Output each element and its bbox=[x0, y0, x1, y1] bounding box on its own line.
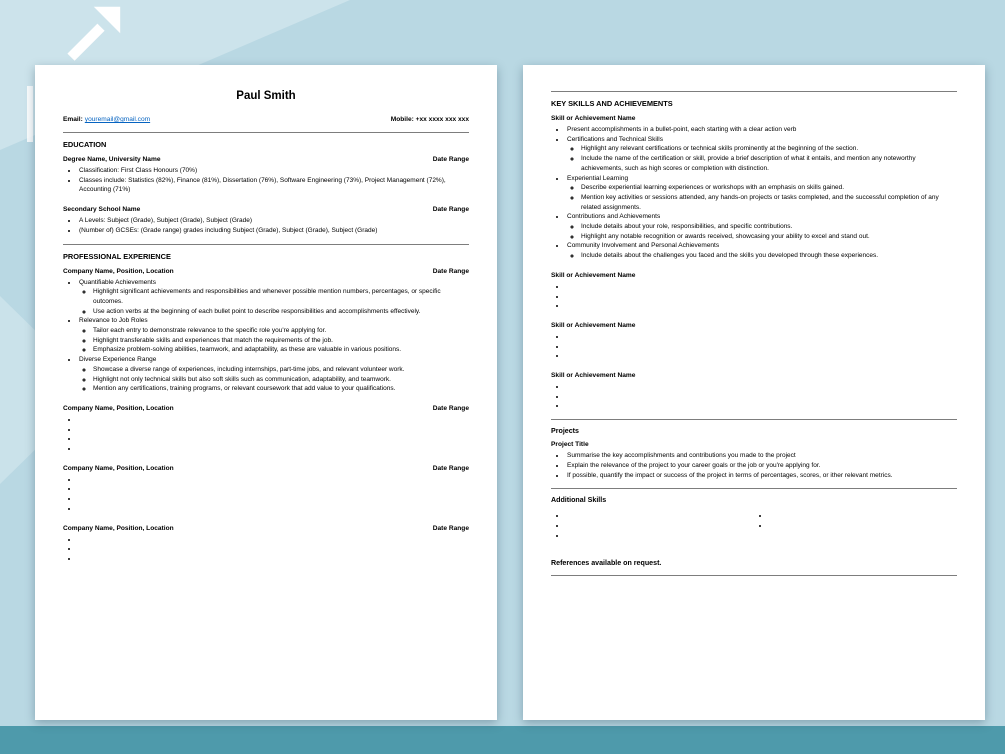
divider bbox=[63, 132, 469, 133]
entry-date-range: Date Range bbox=[432, 206, 469, 214]
bullet-item bbox=[78, 504, 469, 514]
divider bbox=[551, 575, 957, 576]
bullet-item: • Explain the relevance of the project to your career goals or the job or you're applying for. bbox=[566, 461, 957, 471]
bullet-item bbox=[566, 301, 957, 311]
sub-bullet-list bbox=[567, 144, 957, 173]
bullet-item: • Contributions and Achievements ◦ Include details about your role, responsibilities, and specific contributions. ◦ Highlight any notable recognition or awards received, showcasing your ability to excel and stand out. bbox=[566, 212, 957, 241]
entry-title: Degree Name, University Name bbox=[63, 156, 161, 163]
key-skills-heading: KEY SKILLS AND ACHIEVEMENTS bbox=[551, 99, 673, 108]
entry-header bbox=[551, 321, 957, 330]
divider bbox=[551, 91, 957, 92]
sub-bullet-list bbox=[567, 222, 957, 241]
projects-heading: Projects bbox=[551, 427, 579, 436]
references-line: References available on request. bbox=[551, 559, 662, 568]
experience-entries bbox=[63, 267, 469, 564]
email-line bbox=[63, 115, 150, 124]
bullet-item bbox=[78, 444, 469, 454]
sub-bullet-item: ◦ Highlight any relevant certifications or technical skills prominently at the beginning of the section. bbox=[581, 144, 957, 154]
additional-skills-column bbox=[551, 509, 754, 542]
bullet-item bbox=[566, 342, 957, 352]
bullet-item bbox=[566, 282, 957, 292]
bullet-item bbox=[78, 494, 469, 504]
resume-entry bbox=[63, 155, 469, 195]
entry-title: Project Title bbox=[551, 441, 589, 449]
bullet-item: • If possible, quantify the impact or success of the project in terms of percentages, scores, or ither relevant metrics. bbox=[566, 471, 957, 481]
sub-bullet-item: ◦ Mention any certifications, training programs, or relevant coursework that add value to your qualifications. bbox=[93, 384, 469, 394]
bullet-item bbox=[566, 392, 957, 402]
resume-name: Paul Smith bbox=[236, 90, 296, 102]
bullet-item bbox=[566, 292, 957, 302]
bullet-list bbox=[63, 535, 469, 564]
entry-date-range: Date Range bbox=[432, 404, 469, 412]
sub-bullet-item: ◦ Mention key activities or sessions attended, any hands-on projects or tasks completed, and the successful completion of any related assignments. bbox=[581, 193, 957, 212]
entry-header bbox=[63, 205, 469, 214]
entry-header bbox=[551, 114, 957, 123]
entry-title: Company Name, Position, Location bbox=[63, 464, 174, 472]
bullet-list bbox=[63, 278, 469, 394]
sub-bullet-item: ◦ Tailor each entry to demonstrate relevance to the specific role you're applying for. bbox=[93, 326, 469, 336]
sub-bullet-item: ◦ Include details about the challenges you faced and the skills you developed through these experiences. bbox=[581, 251, 957, 261]
resume-page-1 bbox=[35, 65, 497, 720]
bullet-list bbox=[63, 216, 469, 235]
entry-date-range: Date Range bbox=[432, 267, 469, 275]
sub-bullet-item: ◦ Include details about your role, responsibilities, and specific contributions. bbox=[581, 222, 957, 232]
additional-skills-heading: Additional Skills bbox=[551, 496, 607, 505]
entry-title: Company Name, Position, Location bbox=[63, 404, 174, 412]
bullet-item: • Experiential Learning ◦ Describe experiential learning experiences or workshops with an emphasis on skills gained. ◦ Mention key activities or sessions attended, any hands-on projects or tasks completed, and the successful completion of any related assignments. bbox=[566, 174, 957, 213]
growth-arrow-icon bbox=[64, 2, 126, 67]
bullet-item: • Relevance to Job Roles ◦ Tailor each entry to demonstrate relevance to the specific role you're applying for. ◦ Highlight transferable skills and experiences that match the requirements of the job. ◦ Emphasize problem-solving abilities, teamwork, and adaptability, as these are valuable in various positions. bbox=[78, 316, 469, 355]
bullet-item bbox=[78, 484, 469, 494]
divider bbox=[551, 488, 957, 489]
entry-header bbox=[551, 440, 957, 449]
entry-header bbox=[63, 404, 469, 413]
resume-entry bbox=[63, 524, 469, 564]
entry-title: Skill or Achievement Name bbox=[551, 271, 636, 279]
bullet-item bbox=[566, 511, 754, 521]
bullet-item: • Diverse Experience Range ◦ Showcase a diverse range of experiences, including internships, part-time jobs, and relevant volunteer work. ◦ Highlight not only technical skills but also soft skills such as communication, adaptability, and teamwork. ◦ Mention any certifications, training programs, or relevant coursework that add value to your qualifications. bbox=[78, 355, 469, 394]
bullet-item: • Classes include: Statistics (82%), Finance (81%), Dissertation (76%), Software Engineering (73%), Project Management (72%), Accounting (71%) bbox=[78, 176, 469, 195]
bullet-item bbox=[78, 535, 469, 545]
entry-header bbox=[63, 524, 469, 533]
entry-title: Secondary School Name bbox=[63, 206, 141, 214]
sub-bullet-item: ◦ Highlight significant achievements and responsibilities and whenever possible mention numbers, percentages, or specific outcomes. bbox=[93, 287, 469, 306]
entry-date-range: Date Range bbox=[432, 524, 469, 532]
mobile-line: Mobile: +xx xxxx xxx xxx bbox=[390, 116, 469, 123]
additional-skills-columns bbox=[551, 509, 957, 542]
sub-bullet-item: ◦ Highlight not only technical skills but also soft skills such as communication, adaptability, and teamwork. bbox=[93, 375, 469, 385]
sub-bullet-item: ◦ Highlight any notable recognition or awards received, showcasing your ability to excel and stand out. bbox=[581, 232, 957, 242]
bullet-list bbox=[551, 382, 957, 411]
sub-bullet-item: ◦ Emphasize problem-solving abilities, teamwork, and adaptability, as these are valuable in various positions. bbox=[93, 345, 469, 355]
bullet-list bbox=[63, 475, 469, 514]
contact-row bbox=[63, 115, 469, 124]
bullet-item bbox=[78, 544, 469, 554]
bullet-item: • (Number of) GCSEs: (Grade range) grades including Subject (Grade), Subject (Grade), Subject (Grade) bbox=[78, 226, 469, 236]
entry-header bbox=[63, 464, 469, 473]
education-entries bbox=[63, 155, 469, 236]
bullet-item bbox=[78, 425, 469, 435]
sub-bullet-list bbox=[79, 365, 469, 394]
bullet-list bbox=[551, 332, 957, 361]
resume-entry bbox=[63, 267, 469, 394]
background-accent-bar bbox=[27, 86, 33, 142]
bullet-list bbox=[63, 166, 469, 195]
bullet-list bbox=[551, 511, 754, 540]
bullet-item: • Quantifiable Achievements ◦ Highlight significant achievements and responsibilities and whenever possible mention numbers, percentages, or specific outcomes. ◦ Use action verbs at the beginning of each bullet point to describe responsibilities and accomplishments effectively. bbox=[78, 278, 469, 317]
bullet-item bbox=[78, 434, 469, 444]
bullet-list bbox=[551, 451, 957, 480]
entry-title: Company Name, Position, Location bbox=[63, 524, 174, 532]
resume-entry bbox=[551, 440, 957, 480]
bullet-item: • Present accomplishments in a bullet-point, each starting with a clear action verb bbox=[566, 125, 957, 135]
sub-bullet-list bbox=[79, 287, 469, 316]
education-heading: EDUCATION bbox=[63, 140, 107, 149]
bullet-item bbox=[78, 554, 469, 564]
bullet-list bbox=[551, 282, 957, 311]
sub-bullet-list bbox=[567, 183, 957, 212]
bullet-item bbox=[566, 351, 957, 361]
entry-header bbox=[551, 271, 957, 280]
bullet-list bbox=[551, 125, 957, 261]
resume-page-2 bbox=[523, 65, 985, 720]
bullet-list bbox=[63, 415, 469, 454]
bullet-item: • Community Involvement and Personal Achievements ◦ Include details about the challenges you faced and the skills you developed through these experiences. bbox=[566, 241, 957, 260]
email-label: Email: bbox=[63, 116, 83, 123]
entry-date-range: Date Range bbox=[432, 156, 469, 163]
bullet-item bbox=[566, 521, 754, 531]
bullet-item bbox=[566, 531, 754, 541]
experience-heading: PROFESSIONAL EXPERIENCE bbox=[63, 251, 171, 261]
resume-entry bbox=[551, 321, 957, 361]
sub-bullet-item: ◦ Showcase a diverse range of experiences, including internships, part-time jobs, and relevant volunteer work. bbox=[93, 365, 469, 375]
resume-entry bbox=[551, 271, 957, 311]
bullet-item: • Summarise the key accomplishments and contributions you made to the project bbox=[566, 451, 957, 461]
sub-bullet-list bbox=[567, 251, 957, 261]
sub-bullet-item: ◦ Highlight transferable skills and experiences that match the requirements of the job. bbox=[93, 336, 469, 346]
bullet-item bbox=[566, 382, 957, 392]
entry-header bbox=[551, 371, 957, 380]
sub-bullet-list bbox=[79, 326, 469, 355]
email-link[interactable]: youremail@gmail.com bbox=[84, 116, 151, 123]
resume-entry bbox=[63, 205, 469, 235]
bullet-item bbox=[769, 521, 957, 531]
projects-entries bbox=[551, 440, 957, 480]
bullet-item: • Classification: First Class Honours (70%) bbox=[78, 166, 469, 176]
skills-blocks bbox=[551, 114, 957, 411]
bullet-item bbox=[566, 401, 957, 411]
entry-title: Skill or Achievement Name bbox=[551, 321, 636, 329]
entry-title: Company Name, Position, Location bbox=[63, 267, 174, 275]
resume-entry bbox=[63, 404, 469, 454]
bullet-item bbox=[566, 332, 957, 342]
divider bbox=[551, 419, 957, 420]
entry-title: Skill or Achievement Name bbox=[551, 115, 636, 122]
additional-skills-column bbox=[754, 509, 957, 542]
bullet-list bbox=[754, 511, 957, 530]
sub-bullet-item: ◦ Describe experiential learning experiences or workshops with an emphasis on skills gained. bbox=[581, 183, 957, 193]
divider bbox=[63, 244, 469, 245]
sub-bullet-item: ◦ Use action verbs at the beginning of each bullet point to describe responsibilities and accomplishments effectively. bbox=[93, 307, 469, 317]
bullet-item bbox=[78, 415, 469, 425]
resume-entry bbox=[551, 371, 957, 411]
bullet-item bbox=[78, 475, 469, 485]
entry-title: Skill or Achievement Name bbox=[551, 372, 636, 380]
entry-header bbox=[63, 267, 469, 276]
entry-date-range: Date Range bbox=[432, 464, 469, 472]
resume-entry bbox=[551, 114, 957, 261]
bullet-item: • A Levels: Subject (Grade), Subject (Grade), Subject (Grade) bbox=[78, 216, 469, 226]
background-bottom-strip bbox=[0, 726, 1005, 754]
resume-entry bbox=[63, 464, 469, 514]
entry-header bbox=[63, 155, 469, 164]
bullet-item: • Certifications and Technical Skills ◦ Highlight any relevant certifications or technical skills prominently at the beginning of the section. ◦ Include the name of the certification or skill, provide a brief description of what it entails, and mention any noteworthy achievements, such as high scores or completion with distinction. bbox=[566, 135, 957, 174]
sub-bullet-item: ◦ Include the name of the certification or skill, provide a brief description of what it entails, and mention any noteworthy achievements, such as high scores or completion with distinction. bbox=[581, 154, 957, 173]
bullet-item bbox=[769, 511, 957, 521]
